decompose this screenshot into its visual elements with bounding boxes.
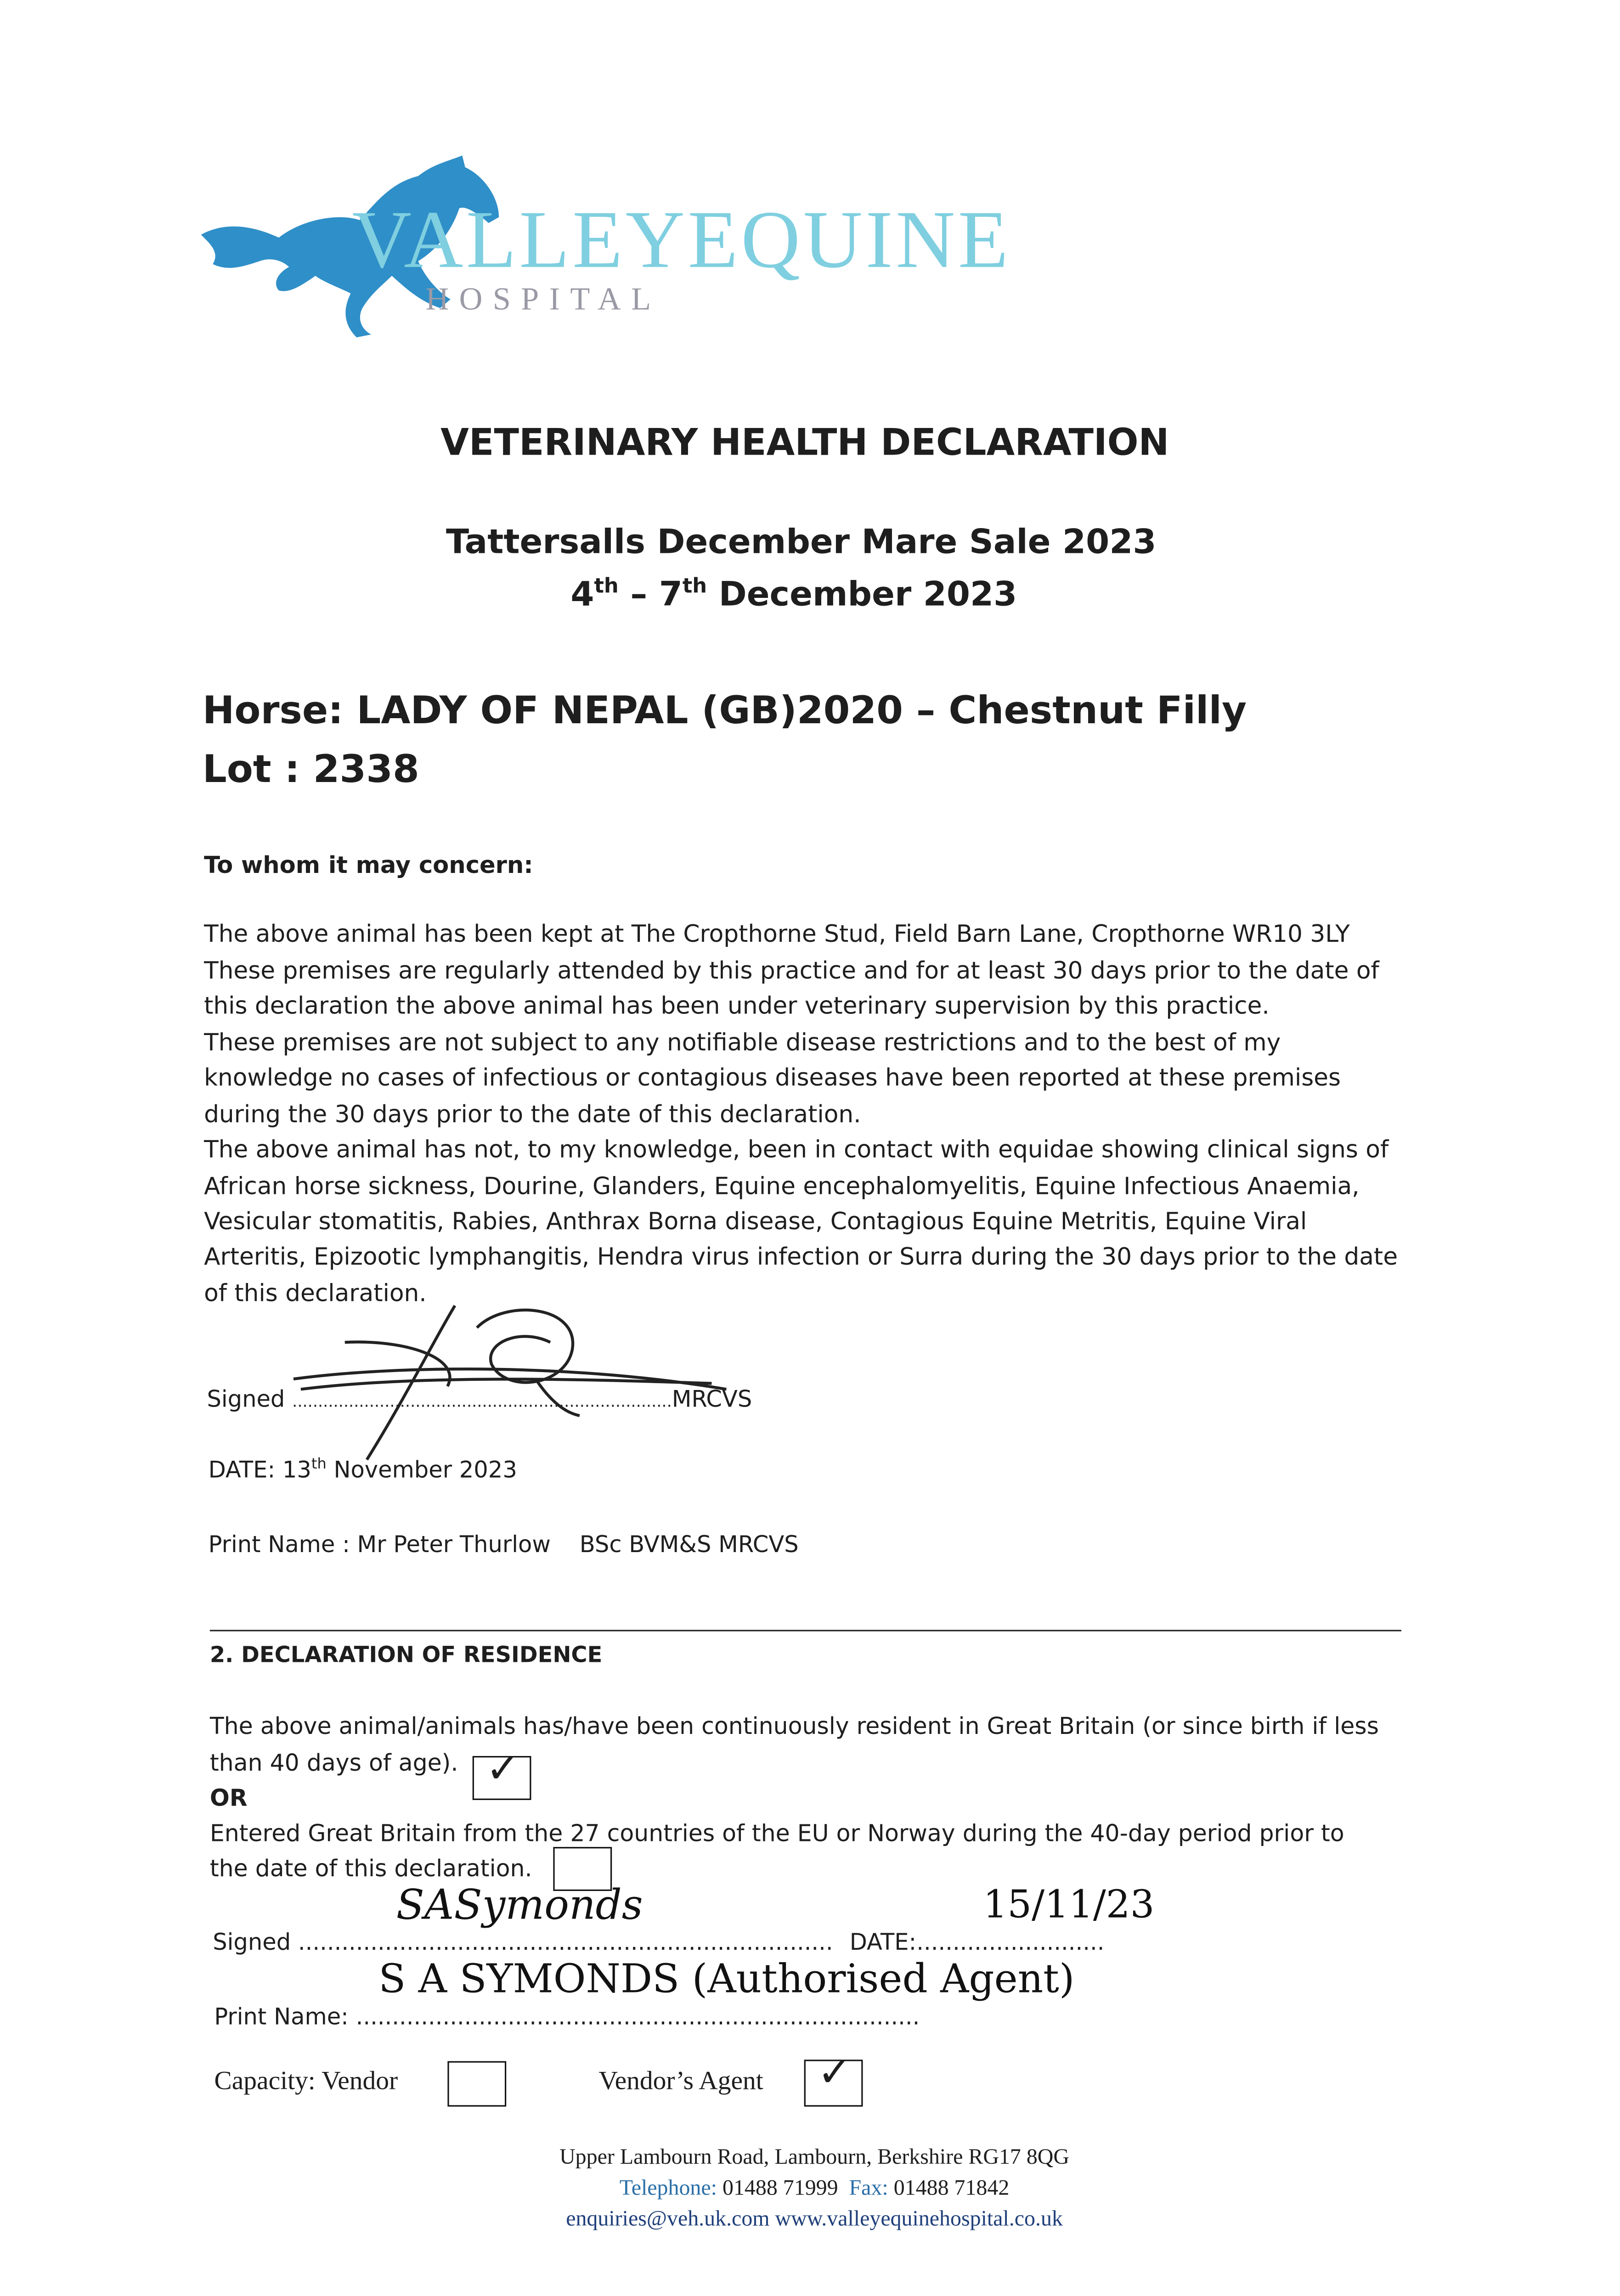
residence-line: Entered Great Britain from the 27 countries of the EU or Norway during the 40-day period prior to [209,1819,1344,1847]
signed-dots: .......................................................................... [292,1392,672,1412]
residence-heading: 2. DECLARATION OF RESIDENCE [209,1641,603,1668]
vet-date [209,1457,517,1483]
website-link[interactable]: www.valleyequinehospital.co.uk [775,2208,1063,2232]
footer-contact [0,2177,1620,2202]
signed-label: Signed [207,1386,293,1413]
date-label: DATE: 13 [208,1457,311,1484]
lot-number: Lot : 2338 [202,748,419,793]
footer-address: Upper Lambourn Road, Lambourn, Berkshire RG17 8QG [559,2146,1070,2170]
date-sep: – 7 [618,576,683,614]
residence-line: The above animal/animals has/have been continuously resident in Great Britain (or since birth if less [209,1712,1379,1740]
vendor-checkbox[interactable] [447,2061,506,2107]
vendor-agent-checkbox[interactable] [804,2048,863,2106]
agent-signature: SASymonds [396,1880,643,1930]
body-line: These premises are regularly attended by this practice and for at least 30 days prior to the date of [204,956,1379,985]
section-divider [210,1630,1401,1631]
vet-print-name: Print Name : Mr Peter Thurlow BSc BVM&S MRCVS [208,1531,799,1558]
check-mark: ✓ [817,2048,852,2097]
or-label: OR [209,1784,248,1812]
vendor-agent-label: Vendor’s Agent [598,2065,763,2095]
body-line: The above animal has not, to my knowledge, been in contact with equidae showing clinical signs of [204,1135,1389,1164]
residence-line: than 40 days of age). [209,1749,458,1777]
agent-signed-line: Signed .......................................................................... [213,1929,833,1956]
capacity-label: Capacity: Vendor [214,2065,398,2095]
fax-number: 01488 71842 [888,2177,1010,2201]
body-line: These premises are not subject to any notifiable disease restrictions and to the best of my [204,1028,1281,1057]
date-start: 4 [570,576,594,614]
footer-links [0,2208,1620,2233]
agent-date-value: 15/11/23 [983,1883,1155,1928]
sale-dates [0,575,1588,614]
agent-print-label: Print Name: .............................................................................. [214,2003,920,2031]
document-title: VETERINARY HEALTH DECLARATION [440,421,1169,464]
body-line: Arteritis, Epizootic lymphangitis, Hendra virus infection or Surra during the 30 days prior to the date [204,1242,1398,1271]
date-rest: December 2023 [707,576,1017,614]
body-line: this declaration the above animal has been under veterinary supervision by this practice. [204,991,1270,1020]
residence-line: the date of this declaration. [209,1854,532,1882]
sale-name: Tattersalls December Mare Sale 2023 [446,523,1157,562]
agent-print-value: S A SYMONDS (Authorised Agent) [378,1957,1075,2003]
body-line: African horse sickness, Dourine, Glanders, Equine encephalomyelitis, Equine Infectious Anaemia, [204,1172,1360,1200]
vet-signature [286,1298,741,1467]
logo-name: VALLEYEQUINE [352,195,1011,286]
date-end-sup: th [682,575,707,599]
date-rest: November 2023 [326,1457,517,1484]
horse-line: Horse: LADY OF NEPAL (GB)2020 – Chestnut Filly [202,689,1247,734]
body-line: Vesicular stomatitis, Rabies, Anthrax Borna disease, Contagious Equine Metritis, Equine Viral [204,1207,1307,1235]
telephone-number: 01488 71999 [717,2177,838,2201]
body-line: knowledge no cases of infectious or contagious diseases have been reported at these premises [204,1064,1341,1092]
mrcvs-label: MRCVS [672,1386,752,1413]
resident-gb-checkbox[interactable] [473,1744,531,1800]
body-line: The above animal has been kept at The Cropthorne Stud, Field Barn Lane, Cropthorne WR10 3LY [204,920,1350,948]
salutation: To whom it may concern: [204,850,533,879]
agent-date-label: DATE:.......................... [849,1929,1105,1956]
body-line: of this declaration. [204,1279,427,1307]
fax-label: Fax: [849,2177,888,2201]
body-line: during the 30 days prior to the date of this declaration. [204,1100,861,1128]
check-mark: ✓ [485,1744,520,1793]
date-start-sup: th [594,575,619,599]
telephone-label: Telephone: [619,2177,717,2201]
date-sup: th [311,1457,327,1473]
email-link[interactable]: enquiries@veh.uk.com [566,2208,770,2232]
logo-subname: HOSPITAL [425,280,661,317]
